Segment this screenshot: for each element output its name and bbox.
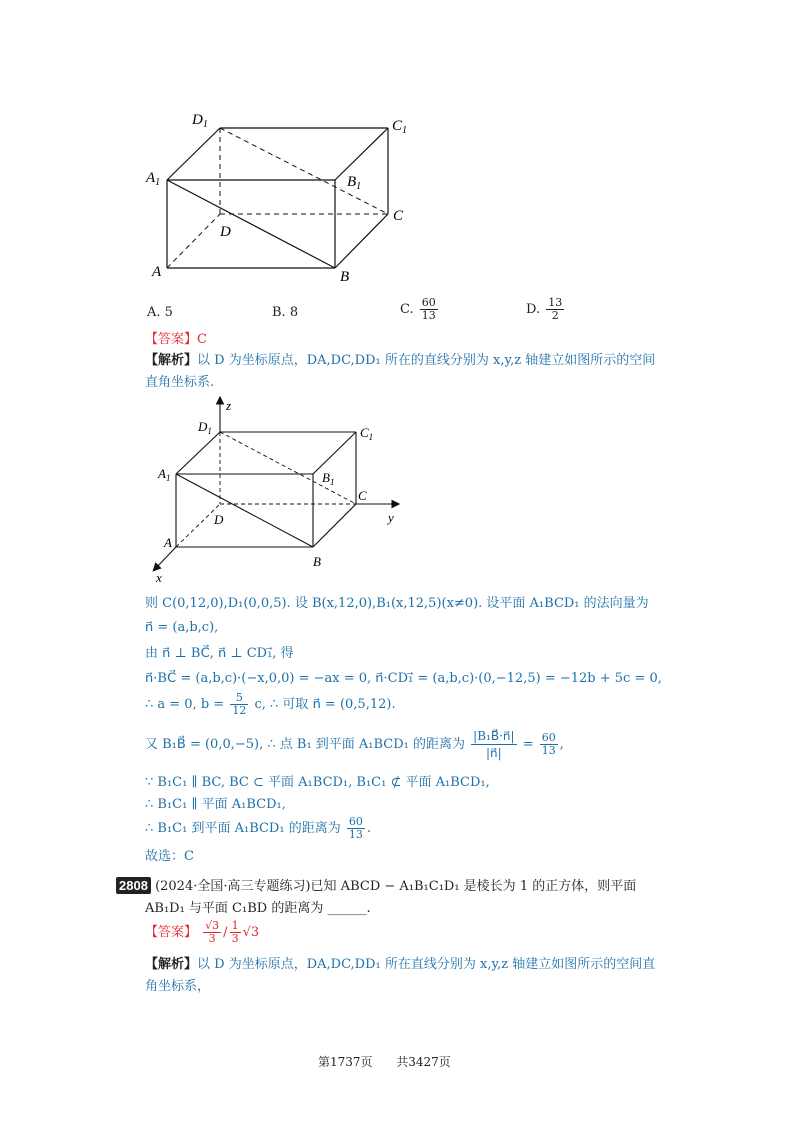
answer-2: 【答案】 $\frac{√3}{3}$ / $\frac{1}{3}$ √3 (145, 919, 260, 945)
label-D1: $D_1$ (198, 419, 212, 436)
solution-line-8: ∴ B₁C₁ ∥ 平面 A₁BCD₁, (145, 797, 286, 812)
problem-number-badge: 2808 (116, 877, 151, 894)
analysis-2-line2: 角坐标系， (145, 979, 211, 994)
label-C: C (393, 208, 404, 224)
axis-x-label: x (156, 570, 162, 585)
box-figure-1 (140, 108, 420, 288)
solution-line-3: 由 n⃗ ⊥ BC⃗, n⃗ ⊥ CD₁⃗, 得 (145, 646, 294, 661)
solution-line-9: ∴ B₁C₁ 到平面 A₁BCD₁ 的距离为 $\frac{60}{13}$ . (145, 815, 371, 841)
page-footer (318, 1053, 451, 1071)
solution-line-4: n⃗·BC⃗ = (a,b,c)·(−x,0,0) = −ax = 0, n⃗·CD₁⃗ = (a,b,c)·(0,−12,5) = −12b + 5c = 0, (145, 671, 662, 686)
option-c: C. $\frac{60}{13}$ (400, 296, 436, 322)
label-A: A (152, 264, 162, 280)
page-total: 共3427页 (396, 1055, 451, 1069)
label-B1: $B_1$ (347, 174, 362, 192)
problem-2808-line2: AB₁D₁ 与平面 C₁BD 的距离为 ______. (145, 901, 371, 916)
axis-y-label: y (388, 510, 394, 525)
analysis-1-line2: 直角坐标系. (145, 375, 215, 390)
solution-line-5: ∴ a = 0, b = $\frac{5}{12}$ c, ∴ 可取 n⃗ = (0,5,12). (145, 691, 396, 717)
analysis-1-line1: 【解析】以 D 为坐标原点，DA,DC,DD₁ 所在的直线分别为 x,y,z 轴建立如图所示的空间 (145, 353, 656, 368)
option-b: B. 8 (272, 305, 299, 320)
solution-line-1: 则 C(0,12,0),D₁(0,0,5). 设 B(x,12,0),B₁(x,12,5)(x≠0). 设平面 A₁BCD₁ 的法向量为 (145, 596, 649, 611)
solution-line-10: 故选：C (145, 849, 194, 864)
label-A1: $A_1$ (158, 466, 171, 483)
axis-z-label: z (226, 398, 232, 413)
answer-1 (145, 331, 207, 349)
page-number: 第1737页 (318, 1055, 373, 1069)
label-D: D (214, 512, 224, 527)
answer-value: C (197, 332, 207, 347)
answer-tag: 【答案】 (145, 332, 198, 347)
option-a: A. 5 (147, 305, 173, 320)
label-B: B (340, 269, 350, 285)
label-A: A (164, 535, 172, 550)
solution-line-7: ∵ B₁C₁ ∥ BC, BC ⊂ 平面 A₁BCD₁, B₁C₁ ⊄ 平面 A₁BCD₁, (145, 775, 490, 790)
analysis-2-line1: 【解析】以 D 为坐标原点，DA,DC,DD₁ 所在直线分别为 x,y,z 轴建立如图所示的空间直 (145, 957, 656, 972)
solution-line-2: n⃗ = (a,b,c), (145, 620, 219, 635)
label-A1: $A_1$ (146, 170, 161, 188)
box-figure-2 (148, 394, 408, 589)
label-B1: $B_1$ (322, 470, 335, 487)
solution-line-6: 又 B₁B⃗ = (0,0,−5), ∴ 点 B₁ 到平面 A₁BCD₁ 的距离为 $\frac{\text{|B₁B⃗·n⃗|}}{|n⃗|}$ = $\frac{60}{13}$ , (145, 729, 564, 760)
label-D1: $D_1$ (192, 112, 208, 130)
label-C: C (358, 488, 367, 503)
label-C1: $C_1$ (360, 425, 374, 442)
option-d: D. $\frac{13}{2}$ (526, 296, 563, 322)
label-B: B (313, 554, 321, 569)
label-D: D (220, 224, 231, 240)
label-C1: $C_1$ (392, 118, 408, 136)
problem-2808-line1: 2808 (2024·全国·高三专题练习)已知 ABCD − A₁B₁C₁D₁ 是棱长为 1 的正方体，则平面 (116, 877, 636, 896)
